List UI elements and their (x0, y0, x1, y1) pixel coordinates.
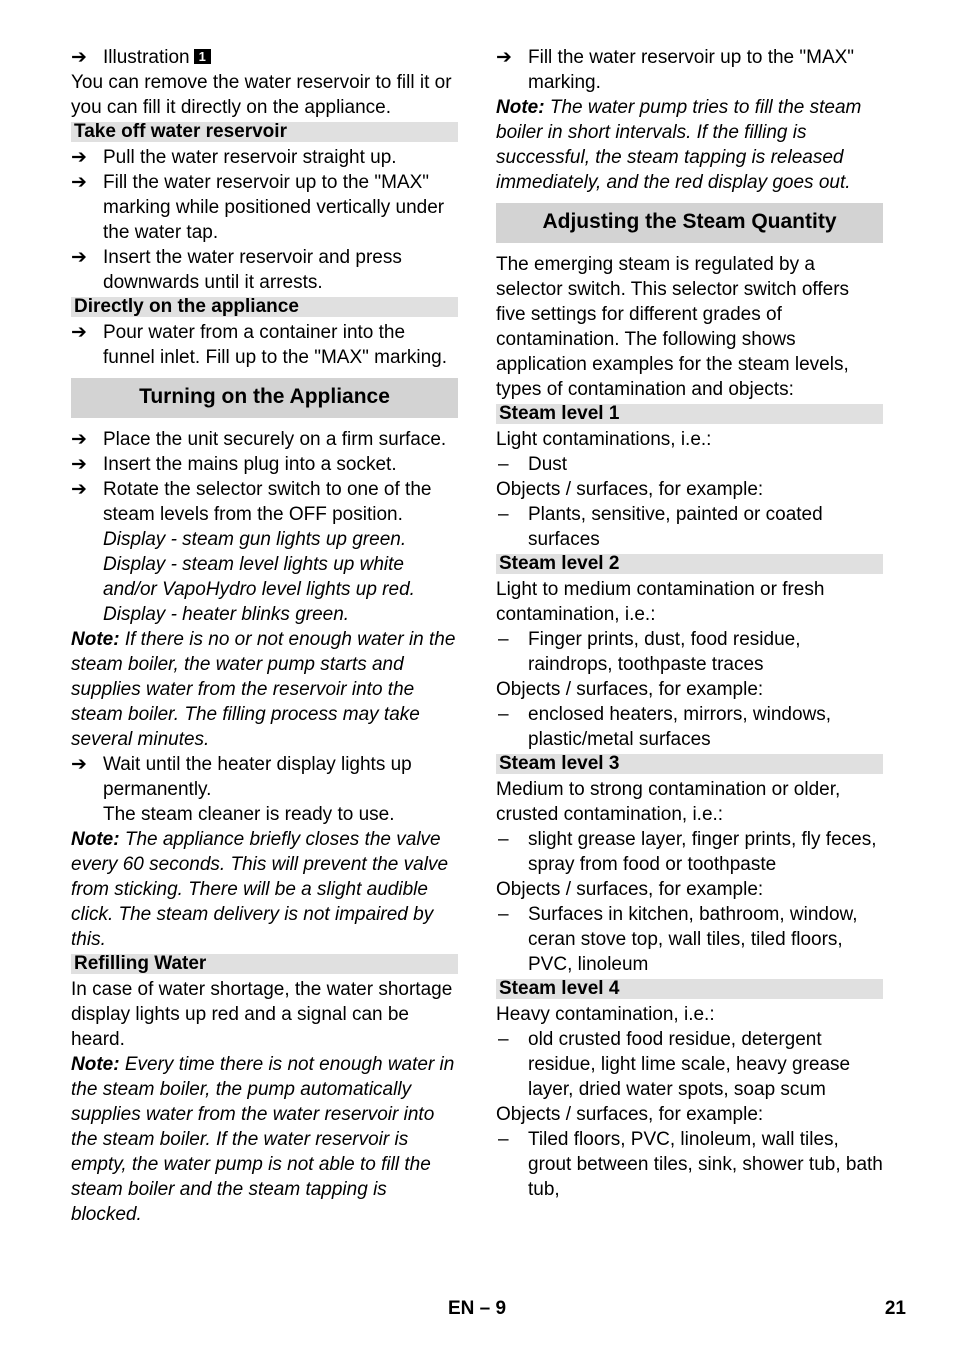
dash-icon: – (498, 504, 509, 525)
display-info: Display - steam level lights up white and/or VapoHydro level lights up red. (103, 554, 415, 600)
section-heading-turning-on: Turning on the Appliance (71, 378, 458, 418)
dash-icon: – (498, 1129, 509, 1150)
note-label: Note: (496, 97, 545, 118)
list-item: – Tiled floors, PVC, linoleum, wall tiles, grout between tiles, sink, shower tub, bath tub, (498, 1129, 883, 1200)
step (71, 320, 458, 370)
illustration-ref (71, 45, 458, 70)
arrow-icon: ➔ (71, 322, 87, 343)
note-label: Note: (71, 1054, 120, 1075)
arrow-icon: ➔ (71, 454, 87, 475)
intro-text: You can remove the water reservoir to fill it or you can fill it directly on the appliance. (71, 72, 452, 118)
page-number: 21 (884, 1298, 906, 1319)
step (71, 427, 458, 452)
step-text: Rotate the selector switch to one of the steam levels from the OFF position. (103, 479, 432, 525)
note (496, 95, 883, 195)
note-label: Note: (71, 829, 120, 850)
arrow-icon: ➔ (71, 47, 87, 68)
arrow-icon: ➔ (71, 754, 87, 775)
arrow-icon: ➔ (496, 47, 512, 68)
step (71, 452, 458, 477)
step-text: Insert the water reservoir and press downwards until it arrests. (103, 247, 402, 293)
footer-section-label: EN – 9 (447, 1298, 507, 1319)
adjusting-intro: The emerging steam is regulated by a selector switch. This selector switch offers five settings for different grades of contamination. The following shows application examples for the steam levels, types of contamination and objects: (496, 254, 850, 400)
objects-label: Objects / surfaces, for example: (496, 879, 764, 900)
step-text: Place the unit securely on a firm surface. (103, 429, 447, 450)
note-text: Every time there is not enough water in the steam boiler, the pump automatically supplies water from the water reservoir into the steam boiler. If the water reservoir is empty, the water pump is not able to fill the steam boiler and the steam tapping is blocked. (71, 1054, 455, 1225)
step (71, 245, 458, 295)
contamination-text: Light contaminations, i.e.: (496, 429, 712, 450)
arrow-icon: ➔ (71, 147, 87, 168)
subheading-steam-level-4: Steam level 4 (496, 979, 883, 999)
note (71, 1052, 458, 1227)
dash-icon: – (498, 454, 509, 475)
step-text: Pour water from a container into the funnel inlet. Fill up to the "MAX" marking. (103, 322, 448, 368)
subheading-steam-level-2: Steam level 2 (496, 554, 883, 574)
contamination-text: Medium to strong contamination or older, crusted contamination, i.e.: (496, 779, 841, 825)
list-item: – old crusted food residue, detergent residue, light lime scale, heavy grease layer, dried water spots, soap scum (498, 1029, 851, 1100)
step-text: Fill the water reservoir up to the "MAX" marking. (528, 47, 855, 93)
contamination-text: Light to medium contamination or fresh contamination, i.e.: (496, 579, 825, 625)
arrow-icon: ➔ (71, 172, 87, 193)
arrow-icon: ➔ (71, 479, 87, 500)
step-text: Wait until the heater display lights up permanently. (103, 754, 412, 800)
list-item: – Surfaces in kitchen, bathroom, window, ceran stove top, wall tiles, tiled floors, PVC, linoleum (498, 904, 858, 975)
note (71, 627, 458, 752)
note-text: If there is no or not enough water in the steam boiler, the water pump starts and supplies water from the reservoir into the steam boiler. The filling process may take several minutes. (71, 629, 456, 750)
subheading-take-off: Take off water reservoir (71, 122, 458, 142)
right-column (496, 45, 883, 1202)
illustration-label: Illustration (103, 47, 190, 68)
result-text: The steam cleaner is ready to use. (103, 804, 395, 825)
step (71, 145, 458, 170)
subheading-directly: Directly on the appliance (71, 297, 458, 317)
list-item: – slight grease layer, finger prints, fly feces, spray from food or toothpaste (498, 829, 877, 875)
objects-label: Objects / surfaces, for example: (496, 479, 764, 500)
list-item: – Plants, sensitive, painted or coated surfaces (498, 504, 823, 550)
note-label: Note: (71, 629, 120, 650)
subheading-refilling: Refilling Water (71, 954, 458, 974)
dash-icon: – (498, 629, 509, 650)
dash-icon: – (498, 904, 509, 925)
step (71, 477, 458, 527)
note-text: The appliance briefly closes the valve every 60 seconds. This will prevent the valve from sticking. There will be a slight audible click. The steam delivery is not impaired by this. (71, 829, 449, 950)
dash-icon: – (498, 1029, 509, 1050)
note-text: The water pump tries to fill the steam boiler in short intervals. If the filling is successful, the steam tapping is released immediately, and the red display goes out. (496, 97, 862, 193)
objects-label: Objects / surfaces, for example: (496, 679, 764, 700)
subheading-steam-level-1: Steam level 1 (496, 404, 883, 424)
step-text: Fill the water reservoir up to the "MAX" marking while positioned vertically under the water tap. (103, 172, 445, 243)
display-info: Display - heater blinks green. (103, 604, 350, 625)
step-text: Insert the mains plug into a socket. (103, 454, 397, 475)
display-info: Display - steam gun lights up green. (103, 529, 407, 550)
step (496, 45, 883, 95)
objects-label: Objects / surfaces, for example: (496, 1104, 764, 1125)
step-text: Pull the water reservoir straight up. (103, 147, 397, 168)
dash-icon: – (498, 829, 509, 850)
list-item: – Dust (498, 454, 568, 475)
subheading-steam-level-3: Steam level 3 (496, 754, 883, 774)
left-column (71, 45, 458, 1227)
step (71, 170, 458, 245)
list-item: – enclosed heaters, mirrors, windows, plastic/metal surfaces (498, 704, 832, 750)
arrow-icon: ➔ (71, 247, 87, 268)
contamination-text: Heavy contamination, i.e.: (496, 1004, 715, 1025)
note (71, 827, 458, 952)
section-heading-adjusting: Adjusting the Steam Quantity (496, 203, 883, 243)
step (71, 752, 458, 802)
illustration-badge: 1 (194, 49, 211, 64)
dash-icon: – (498, 704, 509, 725)
arrow-icon: ➔ (71, 429, 87, 450)
list-item: – Finger prints, dust, food residue, raindrops, toothpaste traces (498, 629, 801, 675)
refilling-text: In case of water shortage, the water shortage display lights up red and a signal can be heard. (71, 979, 453, 1050)
